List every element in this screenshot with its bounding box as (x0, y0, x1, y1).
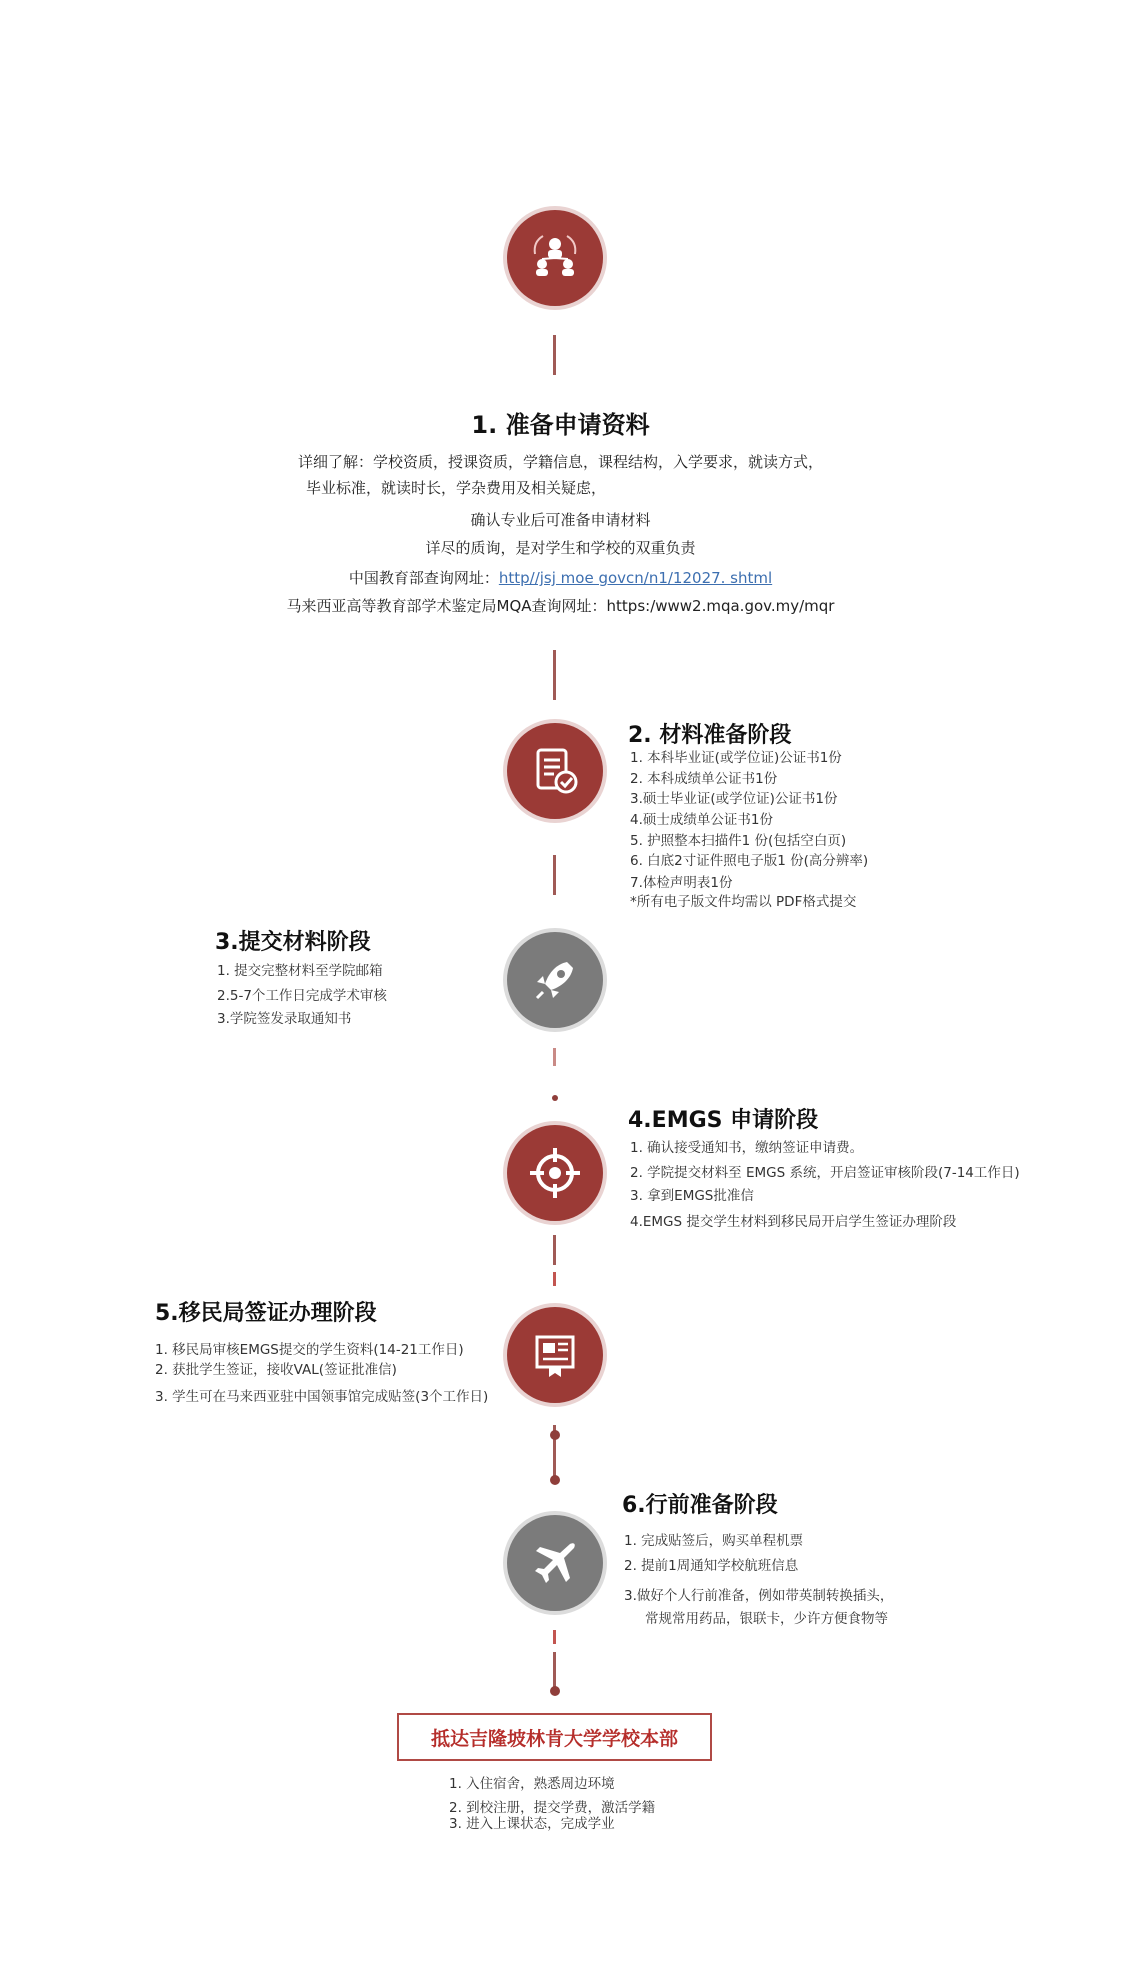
connector-dot-4 (550, 1686, 560, 1696)
certificate-icon (527, 1327, 583, 1383)
step2-item-5: 5. 护照整本扫描件1 份(包括空白页) (630, 833, 847, 849)
step3-item-3: 3.学院签发录取通知书 (217, 1011, 352, 1027)
step1-line-1: 详细了解：学校资质，授课资质，学籍信息，课程结构，入学要求，就读方式， (297, 453, 823, 471)
step3-icon-circle (507, 932, 603, 1028)
step6-title: 6.行前准备阶段 (622, 1493, 778, 1518)
step5-title: 5.移民局签证办理阶段 (155, 1301, 377, 1326)
airplane-icon (526, 1534, 584, 1592)
connector-line-2 (553, 650, 556, 700)
mqa-label: 马来西亚高等教育部学术鉴定局MQA查询网址： (286, 597, 607, 615)
connector-line-5 (553, 1235, 556, 1265)
step5-item-3: 3. 学生可在马来西亚驻中国领事馆完成贴签(3个工作日) (155, 1389, 489, 1405)
step6-item-2: 2. 提前1周通知学校航班信息 (624, 1558, 799, 1574)
rocket-icon (527, 952, 583, 1008)
connector-line-4 (553, 1048, 556, 1066)
connector-dot-2 (550, 1430, 560, 1440)
moe-query-row (0, 566, 1121, 590)
step1-title: 1. 准备申请资料 (471, 411, 650, 439)
step1-line-4: 详尽的质询，是对学生和学校的双重负责 (425, 539, 696, 557)
step4-title: 4.EMGS 申请阶段 (628, 1108, 819, 1133)
document-check-icon (526, 742, 584, 800)
step5-item-1: 1. 移民局审核EMGS提交的学生资料(14-21工作日) (155, 1342, 464, 1358)
mqa-query-row (0, 594, 1121, 618)
connector-dot-3 (550, 1475, 560, 1485)
step6-icon-circle (507, 1515, 603, 1611)
final-item-1: 1. 入住宿舍，熟悉周边环境 (449, 1776, 615, 1792)
step2-item-3: 3.硕士毕业证(或学位证)公证书1份 (630, 791, 838, 807)
step3-title: 3.提交材料阶段 (215, 930, 371, 955)
step5-icon-circle (507, 1307, 603, 1403)
final-item-3: 3. 进入上课状态，完成学业 (449, 1816, 615, 1832)
step4-item-3: 3. 拿到EMGS批准信 (630, 1188, 754, 1204)
step3-item-1: 1. 提交完整材料至学院邮箱 (217, 963, 383, 979)
connector-dot-1 (552, 1095, 558, 1101)
step2-title: 2. 材料准备阶段 (628, 723, 792, 748)
final-item-2: 2. 到校注册，提交学费，激活学籍 (449, 1800, 656, 1816)
moe-label: 中国教育部查询网址： (348, 569, 499, 587)
step2-item-7: 7.体检声明表1份 (630, 875, 733, 891)
step6-item-4: 常规常用药品，银联卡，少许方便食物等 (645, 1611, 888, 1627)
step2-note: *所有电子版文件均需以 PDF格式提交 (630, 894, 857, 910)
step5-item-2: 2. 获批学生签证，接收VAL(签证批准信) (155, 1362, 397, 1378)
step3-item-2: 2.5-7个工作日完成学术审核 (217, 988, 387, 1004)
crosshair-icon (526, 1144, 584, 1202)
step2-item-2: 2. 本科成绩单公证书1份 (630, 771, 778, 787)
step6-item-1: 1. 完成贴签后，购买单程机票 (624, 1533, 804, 1549)
step2-icon-circle (507, 723, 603, 819)
moe-link[interactable]: http//jsj moe govcn/n1/12027. shtml (498, 569, 773, 587)
connector-line-3 (553, 855, 556, 895)
mqa-link[interactable]: https:/www2.mqa.gov.my/mqr (606, 597, 835, 615)
step2-item-4: 4.硕士成绩单公证书1份 (630, 812, 773, 828)
step2-item-6: 6. 白底2寸证件照电子版1 份(高分辨率) (630, 853, 869, 869)
step2-item-1: 1. 本科毕业证(或学位证)公证书1份 (630, 750, 842, 766)
connector-line-8 (553, 1630, 556, 1644)
step4-item-4: 4.EMGS 提交学生材料到移民局开启学生签证办理阶段 (630, 1214, 957, 1230)
step4-icon-circle (507, 1125, 603, 1221)
final-title: 抵达吉隆坡林肯大学学校本部 (430, 1727, 678, 1750)
step4-item-1: 1. 确认接受通知书，缴纳签证申请费。 (630, 1140, 864, 1156)
connector-line-1 (553, 335, 556, 375)
final-destination-box (397, 1713, 712, 1761)
step4-item-2: 2. 学院提交材料至 EMGS 系统，开启签证审核阶段(7-14工作日) (630, 1165, 1020, 1181)
step1-line-3: 确认专业后可准备申请材料 (470, 511, 651, 529)
step6-item-3: 3.做好个人行前准备，例如带英制转换插头， (624, 1588, 894, 1604)
step1-icon-circle (507, 210, 603, 306)
connector-line-6 (553, 1272, 556, 1286)
org-chart-icon (525, 228, 585, 288)
step1-line-2: 毕业标准，就读时长，学杂费用及相关疑虑， (306, 479, 607, 497)
